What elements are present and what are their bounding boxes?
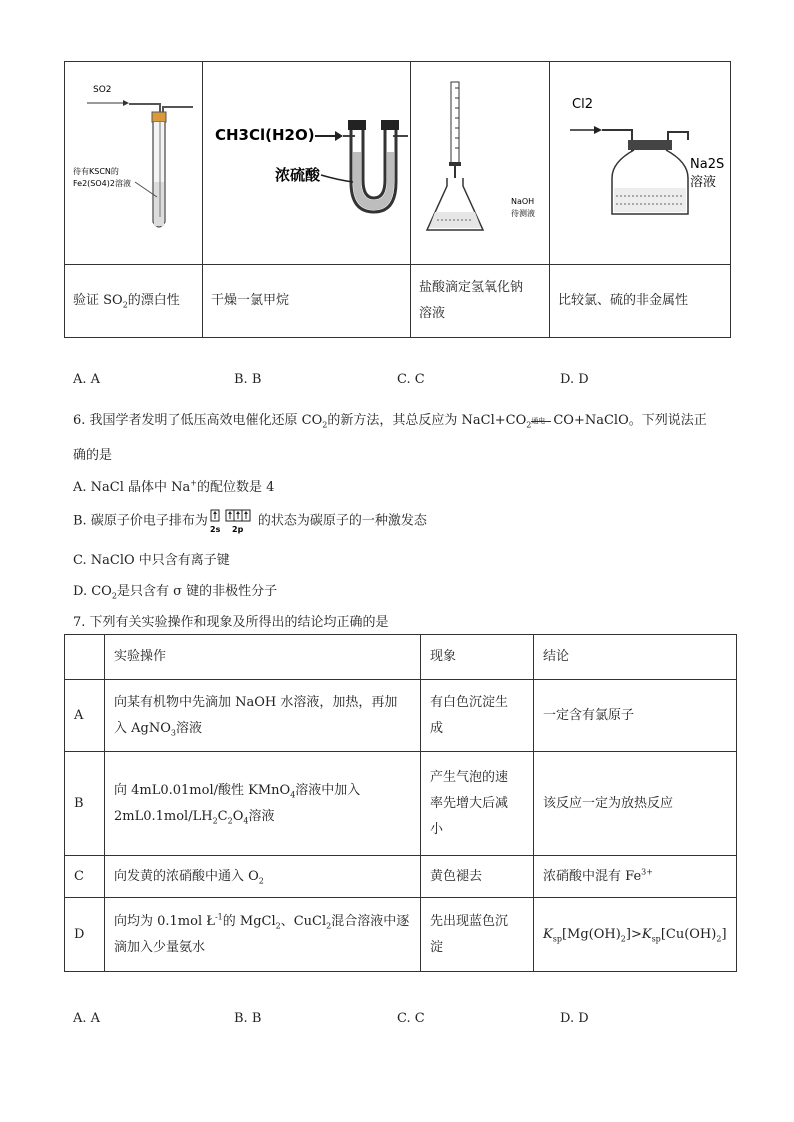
q5-options (73, 372, 633, 390)
table-header-label (65, 635, 105, 680)
figure-a-cell (65, 62, 203, 265)
q5-option-d[interactable]: D. D (560, 372, 589, 387)
q6-option-b[interactable]: B. 碳原子价电子排布为 2s 2p 的状态为碳原子的一种激发态 (73, 508, 427, 534)
q5-option-c[interactable]: C. C (397, 372, 425, 387)
figure-c-titration (411, 62, 549, 260)
figure-a-gas-label: SO2 (93, 85, 112, 95)
caption-c: 盐酸滴定氢氧化钠 溶液 (411, 265, 550, 338)
figure-b-label: 浓硫酸 (275, 166, 321, 184)
q5-option-a[interactable]: A. A (73, 372, 101, 387)
table-header-conclusion: 结论 (534, 635, 737, 680)
experiment-table (64, 634, 737, 972)
figure-b-formula: CH3Cl(H2O) (215, 126, 315, 144)
svg-text:2p: 2p (231, 525, 244, 534)
table-row-a: A 向某有机物中先滴加 NaOH 水溶液，加热，再加 入 AgNO$_3$溶液 有白色沉淀生 成 一定含有氯原子 (65, 680, 737, 752)
figure-d-cell (550, 62, 731, 265)
table-header-phenomenon: 现象 (421, 635, 534, 680)
figure-d-label-2: 溶液 (690, 175, 717, 190)
table-header-operation: 实验操作 (105, 635, 421, 680)
table-row-c: C 向发黄的浓硝酸中通入 $O_2$ 黄色褪去 浓硝酸中混有 $Fe^{3+}$ (65, 856, 737, 898)
figure-d-gas-bottle (550, 62, 730, 260)
q7-option-d[interactable]: D. D (560, 1011, 589, 1026)
figure-d-gas-label: Cl2 (572, 97, 593, 112)
table-row-d: D 向均为 0.1mol $Ł^{-1}$的 MgCl$_2$、CuCl$_2$混合溶液中逐 滴加入少量氨水 先出现蓝色沉 淀 $K_{sp}[Mg(OH)_2]>K_{sp}[Cu(OH)_2]$ (65, 898, 737, 972)
table-row-b: B 向 4mL0.01mol/酸性 KMnO$_4$溶液中加入 $2mL0.1mol/LH_2C_2O_4$溶液 产生气泡的速 率先增大后减 小 该反应一定为放热反应 (65, 752, 737, 856)
svg-text:2s: 2s (209, 525, 221, 534)
q6-stem-line1: 6. 我国学者发明了低压高效电催化还原 $CO_2$的新方法，其总反应为 $NaCl+CO_2$ 通电 CO+NaClO。下列说法正 (73, 413, 707, 430)
reaction-condition: 通电 (531, 417, 546, 425)
q7-option-b[interactable]: B. B (234, 1011, 262, 1026)
figure-c-cell (411, 62, 550, 265)
figure-a-label-1: 待有KSCN的 (73, 167, 119, 176)
q6-option-c[interactable]: C. NaClO 中只含有离子键 (73, 553, 230, 568)
caption-b: 干燥一氯甲烷 (203, 265, 411, 338)
figure-b-cell (203, 62, 411, 265)
q6-stem-line2: 确的是 (73, 448, 113, 463)
figure-c-label-2: 待测液 (511, 209, 535, 218)
q7-option-c[interactable]: C. C (397, 1011, 425, 1026)
caption-d: 比较氯、硫的非金属性 (550, 265, 731, 338)
figure-a-label-2: Fe2(SO4)2溶液 (73, 179, 131, 188)
figure-d-label-1: Na2S (690, 157, 725, 172)
figure-b-u-tube (203, 62, 410, 260)
q6-option-a[interactable]: A. NaCl 晶体中 Na+的配位数是 4 (73, 478, 275, 495)
q6-option-d[interactable]: D. $CO_2$是只含有 σ 键的非极性分子 (73, 584, 278, 601)
orbital-diagram (208, 508, 258, 534)
figure-c-label-1: NaOH (511, 197, 535, 206)
q7-options (73, 1011, 633, 1029)
q5-option-b[interactable]: B. B (234, 372, 262, 387)
caption-a: 验证 $SO_2$的漂白性 (65, 265, 203, 338)
figure-a-so2-test-tube (65, 62, 202, 260)
apparatus-table (64, 61, 731, 338)
q7-option-a[interactable]: A. A (73, 1011, 101, 1026)
q7-stem: 7. 下列有关实验操作和现象及所得出的结论均正确的是 (73, 615, 389, 630)
